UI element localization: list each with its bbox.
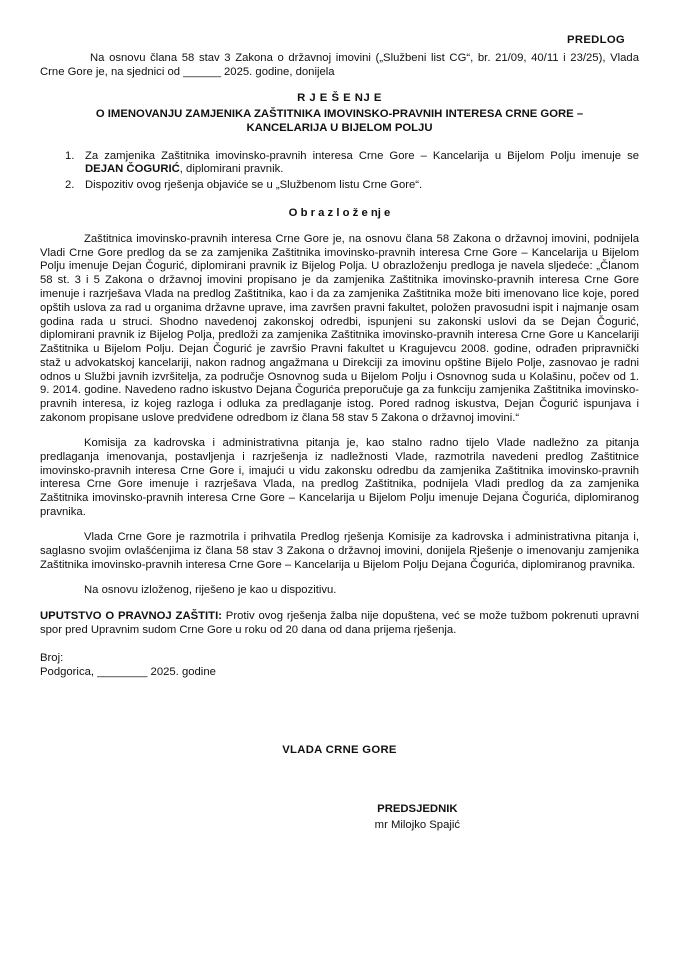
legal-notice: [40, 610, 639, 638]
explanation-paragraph-4: Na osnovu izloženog, riješeno je kao u dispozitivu.: [84, 583, 337, 596]
government-name: VLADA CRNE GORE: [282, 743, 397, 756]
decision-list: [40, 150, 639, 193]
doc-tag: PREDLOG: [567, 34, 625, 46]
item-text: Dispozitiv ovog rješenja objaviće se u „Službenom listu Crne Gore“.: [85, 179, 423, 192]
footer-block: [40, 652, 639, 680]
item-text-post: , diplomirani pravnik.: [179, 163, 284, 176]
explanation-paragraph-1: Zaštitnica imovinsko-pravnih interesa Crne Gore je, na osnovu člana 58 Zakona o državnoj imovini, podnijela Vladi Crne Gore predlog da se za zamjenika Zaštitnika imovinsko-pravnih interesa Crne Gore – Kancelarija u Bijelom Polju imenuje Dejan Čogurić, diplomirani pravnik iz Bijelog Polja. U obrazloženju predloga je navela sljedeće: „Članom 58 st. 3 i 5 Zakona o državnoj imovini propisano je da zamjenika Zaštitnika imovinsko-pravnih interesa Crne Gore imenuje i razrješava Vlada na predlog Zaštitnika, kao i da za zamjenika Zaštitnika može biti imenovano lice koje, pored opštih uslova za rad u organima državne uprave, ima završen pravni fakultet, položen pravosudni ispit i najmanje osam godina rada u struci. Shodno navedenoj zakonskoj odredbi, ispunjeni su zakonski uslovi da se Dejan Čogurić, diplomirani pravnik iz Bijelog Polja, predloži za zamjenika Zaštitnika imovinsko-pravnih interesa Crne Gore u Kancelariji Zaštitnika u Bijelom Polju. Dejan Čogurić je završio Pravni fakultet u Kragujevcu 2008. godine, odrađen pripravnički staž u advokatskoj kancelariji, nakon radnog angažmana u Direkciji za imovinu opštine Bijelo Polje, zasnovao je radni odnos u Službi javnih izvršitelja, za područje Osnovnog suda u Bijelom Polju i Osnovnog suda u Kolašinu, počev od 1. 9. 2014. godine. Navedeno radno iskustvo Dejana Čogurića preporučuje ga za funkciju zamjenika Zaštitnika imovinsko-pravnih interesa, iz kojeg razloga i odluka za predlaganje istog. Pored radnog iskustva, Dejan Čogurić ispunjava i zakonom propisane uslove predviđene odredbom iz člana 58 stav 5 Zakona o državnoj imovini.“: [40, 232, 639, 424]
decision-subtitle: O IMENOVANJU ZAMJENIKA ZAŠTITNIKA IMOVINSKO-PRAVNIH INTERESA CRNE GORE – KANCELARIJA U BIJELOM POLJU: [95, 108, 584, 134]
item-text-pre: Za zamjenika Zaštitnika imovinsko-pravnih interesa Crne Gore – Kancelarija u Bijelom Polju imenuje se: [85, 149, 639, 162]
explanation-paragraph-3: Vlada Crne Gore je razmotrila i prihvatila Predlog rješenja Komisije za kadrovska i administrativna pitanja i, saglasno svojim ovlašćenjima iz člana 58 stav 3 Zakona o državnoj imovini, donijela Rješenje o imenovanju zamjenika Zaštitnika imovinsko-pravnih interesa Crne Gore – Kancelarija u Bijelom Polju Dejana Čogurića, diplomiranog pravnika.: [40, 531, 639, 571]
president-title: PREDSJEDNIK: [377, 803, 458, 816]
item-text: [85, 150, 639, 178]
decision-title: R J E Š E NJ E: [297, 92, 382, 105]
item-number: 1.: [65, 149, 75, 162]
explanation-heading: O b r a z l o ž e nj e: [288, 207, 391, 220]
intro-paragraph: Na osnovu člana 58 stav 3 Zakona o državnoj imovini („Službeni list CG“, br. 21/09, 40/11 i 23/25), Vlada Crne Gore je, na sjednici od ______ 2025. godine, donijela: [40, 51, 639, 78]
decision-item-2: [65, 179, 639, 193]
place-date-line: Podgorica, ________ 2025. godine: [40, 665, 216, 678]
legal-notice-text: Protiv ovog rješenja žalba nije dopuštena, već se može tužbom pokrenuti upravni spor pred Upravnim sudom Crne Gore u roku od 20 dana od dana prijema rješenja.: [40, 610, 639, 637]
item-number: 2.: [65, 179, 75, 192]
appointee-name: DEJAN ČOGURIĆ: [85, 163, 180, 176]
signature-block: [316, 803, 520, 833]
legal-notice-lead: UPUTSTVO O PRAVNOJ ZAŠTITI:: [40, 610, 222, 623]
number-label: Broj:: [40, 652, 64, 665]
president-name: mr Milojko Spajić: [374, 819, 461, 832]
decision-item-1: [65, 150, 639, 178]
explanation-paragraph-2: Komisija za kadrovska i administrativna pitanja je, kao stalno radno tijelo Vlade nadležno za pitanja predlaganja imenovanja, postavljenja i razrješenja iz nadležnosti Vlade, razmotrila navedeni predlog Zaštitnice imovinsko-pravnih interesa Crne Gore i, imajući u vidu zakonsku odredbu da zamjenika Zaštitnika imovinsko-pravnih interesa Crne Gore imenuje i razrješava Vlada, na predlog Zaštitnika, podnijela Vladi predlog da za zamjenika Zaštitnika imovinsko-pravnih interesa Crne Gore – Kancelarija u Bijelom Polju imenuje Dejana Čogurića, diplomiranog pravnika.: [40, 437, 639, 518]
